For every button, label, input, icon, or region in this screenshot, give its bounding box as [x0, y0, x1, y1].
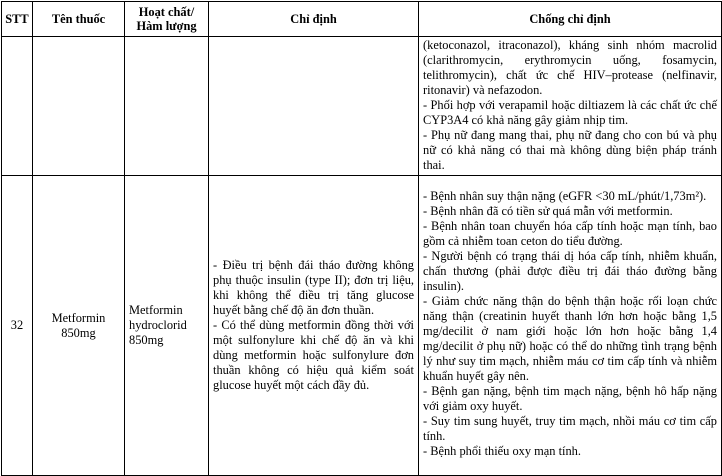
stt-cell: 32: [2, 176, 33, 476]
cell-empty: [2, 37, 33, 176]
indications-cell: [209, 176, 419, 476]
contraindication-item: - Bệnh nhân suy thận nặng (eGFR <30 mL/phút/1,73m²).: [423, 189, 707, 203]
header-stt: STT: [2, 2, 33, 37]
header-indications: Chỉ định: [209, 2, 419, 37]
indication-item: - Có thể dùng metformin đồng thời với một sulfonylure khi chế độ ăn và khi dùng metformin hoặc sulfonylure đơn thuần không có hiệu quả kiểm soát glucose huyết một cách đầy đủ.: [213, 318, 414, 392]
contraindication-item: - Bệnh nhân đã có tiền sử quá mẫn với metformin.: [423, 204, 673, 218]
contraindications-cell: [419, 37, 722, 176]
cell-empty: [33, 37, 125, 176]
active-ingredient-cell: Metformin hydroclorid 850mg: [125, 176, 209, 476]
table-row-32: [2, 176, 722, 476]
contraindication-item: - Bệnh nhân toan chuyển hóa cấp tính hoặc mạn tính, bao gồm cả nhiễm toan ceton do tiểu đường.: [423, 219, 717, 248]
header-active-ingredient: Hoạt chất/ Hàm lượng: [125, 2, 209, 37]
contraindication-item: - Suy tim sung huyết, truy tim mạch, nhồi máu cơ tim cấp tính.: [423, 414, 717, 443]
header-contraindications: Chống chỉ định: [419, 2, 722, 37]
contraindication-item: - Bệnh phổi thiếu oxy mạn tính.: [423, 444, 581, 458]
table-row-continued: [2, 37, 722, 176]
drug-table: [1, 1, 722, 476]
cell-empty: [209, 37, 419, 176]
contraindication-item: - Phụ nữ đang mang thai, phụ nữ đang cho con bú và phụ nữ có khả năng có thai mà không dùng biện pháp tránh thai.: [423, 128, 717, 172]
indication-item: - Điều trị bệnh đái tháo đường không phụ thuộc insulin (type II); đơn trị liệu, khi không thể điều trị tăng glucose huyết bằng chế độ ăn đơn thuần.: [213, 258, 414, 317]
header-drug-name: Tên thuốc: [33, 2, 125, 37]
contraindications-cell: [419, 176, 722, 476]
header-row: [2, 2, 722, 37]
contraindication-item: - Bệnh gan nặng, bệnh tim mạch nặng, bệnh hô hấp nặng với giảm oxy huyết.: [423, 384, 717, 413]
drug-name-cell: Metformin 850mg: [33, 176, 125, 476]
contraindication-item: (ketoconazol, itraconazol), kháng sinh nhóm macrolid (clarithromycin, erythromycin uống, fosamycin, telithromycin), chất ức chế HIV–protease (nelfinavir, ritonavir) và nefazodon.: [423, 38, 717, 97]
contraindication-item: - Giảm chức năng thận do bệnh thận hoặc rối loạn chức năng thận (creatinin huyết thanh lớn hơn hoặc bằng 1,5 mg/decilit ở nam giới hoặc lớn hơn hoặc bằng 1,4 mg/decilit ở phụ nữ) hoặc có thể do những tình trạng bệnh lý như suy tim mạch, nhiễm máu cơ tim cấp tính và nhiễm khuẩn huyết gây nên.: [423, 294, 717, 383]
cell-empty: [125, 37, 209, 176]
contraindication-item: - Phối hợp với verapamil hoặc diltiazem là các chất ức chế CYP3A4 có khả năng gây giảm nhịp tim.: [423, 98, 717, 127]
contraindication-item: - Người bệnh có trạng thái dị hóa cấp tính, nhiễm khuẩn, chấn thương (phải được điều trị đái tháo đường bằng insulin).: [423, 249, 717, 293]
